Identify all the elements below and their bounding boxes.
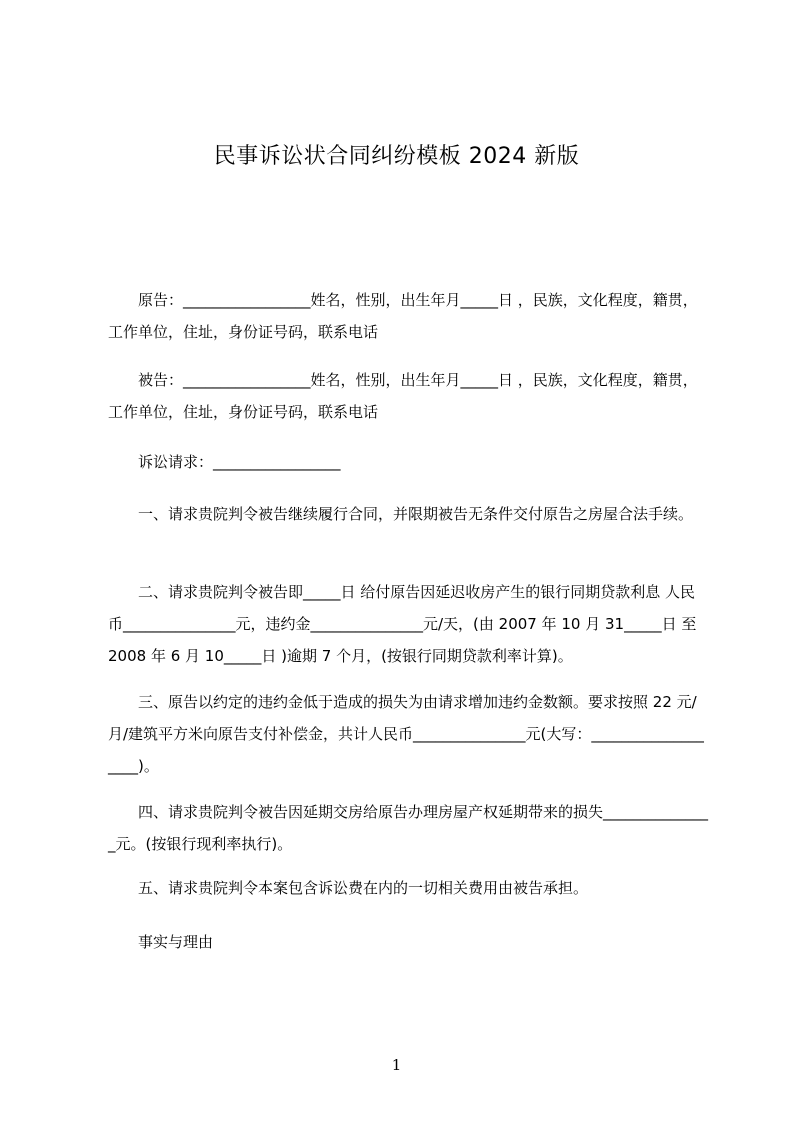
claim-item-1: 一、请求贵院判令被告继续履行合同，并限期被告无条件交付原告之房屋合法手续。 — [138, 505, 694, 523]
claims-heading: 诉讼请求：_________________ — [138, 453, 341, 471]
claim-item-4: 四、请求贵院判令被告因延期交房给原告办理房屋产权延期带来的损失_______________元。(按银行现利率执行)。 — [108, 803, 709, 853]
facts-and-reasons-heading: 事实与理由 — [138, 933, 214, 951]
claim-item-3: 三、原告以约定的违约金低于造成的损失为由请求增加违约金数额。要求按照 22 元/月/建筑平方米向原告支付补偿金，共计人民币_______________元(大写：___________________)。 — [108, 693, 704, 775]
page-number: 1 — [391, 1056, 402, 1074]
plaintiff-paragraph: 原告：_________________姓名，性别，出生年月_____日 ，民族，文化程度，籍贯，工作单位，住址，身份证号码，联系电话 — [108, 291, 698, 341]
claim-item-2: 二、请求贵院判令被告即_____日 给付原告因延迟收房产生的银行同期贷款利息 人民币_______________元，违约金_______________元/天，(由 2007 年 10 月 31_____日 至 2008 年 6 月 10_____日 )逾期 7 个月，(按银行同期贷款利率计算)。 — [108, 583, 697, 665]
document-title: 民事诉讼状合同纠纷模板 2024 新版 — [213, 144, 580, 169]
defendant-paragraph: 被告：_________________姓名，性别，出生年月_____日 ，民族，文化程度，籍贯，工作单位，住址，身份证号码，联系电话 — [108, 371, 698, 421]
claim-item-5: 五、请求贵院判令本案包含诉讼费在内的一切相关费用由被告承担。 — [138, 879, 589, 897]
